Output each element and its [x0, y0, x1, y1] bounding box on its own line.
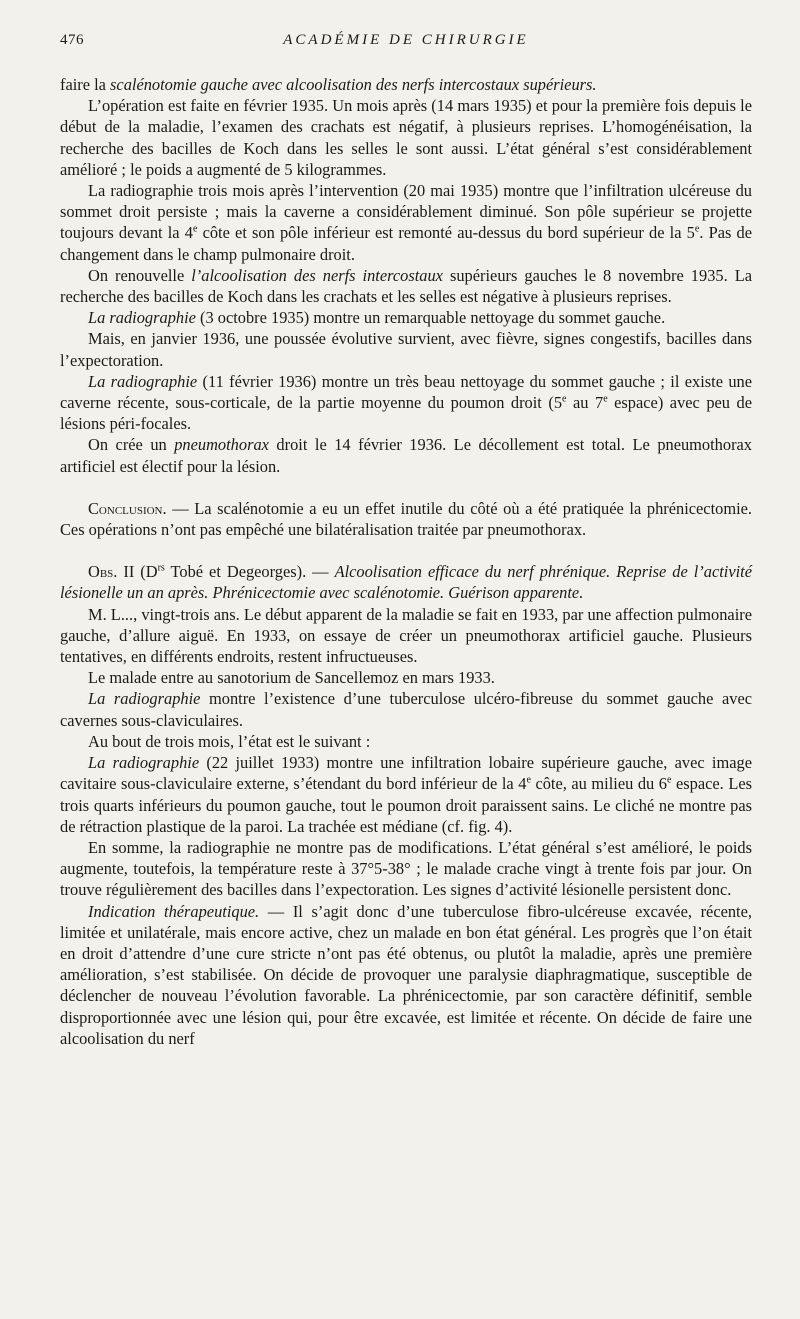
- text-run: espace. Les trois quarts inférieurs du poumon gauche, tout le poumon droit paraissent sains. Le cliché ne montre pas de rétraction plastique de la paroi. La trachée est médiane (cf. fig. 4).: [60, 774, 752, 836]
- article-body: [60, 74, 752, 1049]
- paragraph: [60, 604, 752, 668]
- text-run: Au bout de trois mois, l’état est le suivant :: [88, 731, 371, 751]
- paragraph: [60, 561, 752, 603]
- paragraph: [60, 837, 752, 901]
- text-run: droit le 14 février 1936. Le décollement est total. Le pneumothorax artificiel est électif pour la lésion.: [60, 435, 753, 476]
- paragraph-gap: [60, 540, 752, 561]
- italic-text: La radiographie: [88, 308, 196, 328]
- paragraph: [60, 667, 752, 688]
- italic-text: La radiographie: [88, 689, 201, 709]
- text-run: Mais, en janvier 1936, une poussée évolutive survient, avec fièvre, signes congestifs, bacilles dans l’expectoration.: [60, 329, 752, 370]
- paragraph: [60, 901, 752, 1049]
- italic-text: Alcoolisation efficace du nerf phrénique. Reprise de l’activité lésionelle un an après. Phrénicectomie avec scalénotomie. Guérison apparente.: [60, 562, 752, 603]
- superscript: e: [192, 223, 198, 235]
- text-run: supérieurs gauches le 8 novembre 1935. La recherche des bacilles de Koch dans les crachats et les selles est négative à plusieurs reprises.: [60, 265, 752, 307]
- paragraph: [60, 328, 752, 370]
- journal-title: ACADÉMIE DE CHIRURGIE: [283, 32, 529, 48]
- superscript: e: [562, 393, 567, 405]
- text-run: En somme, la radiographie ne montre pas de modifications. L’état général s’est amélioré, le poids augmente, toutefois, la température reste à 37°5-38° ; le malade crache vingt à trente fois par jour. On trouve régulièrement des bacilles dans l’expectoration. Les signes d’activité lésionelle persistent donc.: [60, 837, 752, 900]
- text-run: (3 octobre 1935) montre un remarquable nettoyage du sommet gauche.: [195, 308, 666, 328]
- text-run: — Il s’agit donc d’une tuberculose fibro-ulcéreuse excavée, récente, limitée et unilatérale, mais encore active, chez un malade en bon état général. Les progrès que l’on était en droit d’attendre d’une cure stricte n’ont pas été obtenus, ou plutôt la maladie, après une première amélioration, s’est stabilisée. On décide de provoquer une paralysie diaphragmatique, susceptible de déclencher de nouveau l’évolution favorable. La phrénicectomie, par son caractère définitif, semble disproportionnée avec une lésion qui, pour être excavée, est limitée et récente. On décide de faire une alcoolisation du nerf: [60, 901, 752, 1048]
- text-run: côte et son pôle inférieur est remonté au-dessus du bord supérieur de la 5: [197, 223, 695, 243]
- italic-text: pneumothorax: [174, 435, 269, 455]
- text-run: Tobé et Degeorges). —: [164, 562, 335, 582]
- superscript: e: [667, 774, 672, 786]
- running-head: [60, 32, 752, 58]
- paragraph: [60, 752, 752, 837]
- text-run: montre l’existence d’une tuberculose ulcéro-fibreuse du sommet gauche avec cavernes sous-claviculaires.: [60, 689, 752, 730]
- text-run: On renouvelle: [88, 265, 192, 285]
- text-run: Le malade entre au sanotorium de Sancellemoz en mars 1933.: [88, 668, 495, 688]
- smallcaps-heading: Conclusion.: [88, 498, 167, 518]
- paragraph: [60, 731, 752, 752]
- paragraph: [60, 307, 752, 328]
- italic-text: Indication thérapeutique.: [88, 901, 260, 921]
- text-run: espace) avec peu de lésions péri-focales.: [60, 393, 752, 434]
- superscript: e: [526, 774, 531, 786]
- text-run: (11 février 1936) montre un très beau nettoyage du sommet gauche ; il existe une caverne récente, sous-corticale, de la partie moyenne du poumon droit (5: [60, 371, 752, 413]
- paragraph: [60, 688, 752, 730]
- italic-text: La radiographie: [88, 753, 200, 773]
- text-run: L’opération est faite en février 1935. Un mois après (14 mars 1935) et pour la première fois depuis le début de la maladie, l’examen des crachats est négatif, à plusieurs reprises. L’homogénéisation, la recherche des bacilles de Koch dans les selles le sont aussi. L’état général s’est considérablement amélioré ; le poids a augmenté de 5 kilogrammes.: [60, 96, 752, 179]
- paragraph-gap: [60, 477, 752, 498]
- text-run: On crée un: [88, 435, 175, 455]
- superscript: e: [603, 393, 608, 405]
- superscript: e: [694, 223, 700, 235]
- text-run: au 7: [566, 393, 604, 413]
- text-run: La radiographie trois mois après l’intervention (20 mai 1935) montre que l’infiltration ulcéreuse du sommet droit persiste ; mais la caverne a considérablement diminué. Son pôle supérieur se projette toujours devant la 4: [60, 181, 752, 243]
- text-run: (22 juillet 1933) montre une infiltration lobaire supérieure gauche, avec image cavitaire sous-claviculaire externe, s’étendant du bord inférieur de la 4: [60, 753, 752, 794]
- italic-text: l’alcoolisation des nerfs intercostaux: [191, 265, 443, 285]
- paragraph: [60, 74, 752, 95]
- text-run: faire la: [60, 75, 111, 94]
- text-run: M. L..., vingt-trois ans. Le début apparent de la maladie se fait en 1933, par une affection pulmonaire gauche, d’allure aiguë. En 1933, on essaye de créer un pneumothorax artificiel gauche. Plusieurs tentatives, en différents endroits, restent infructueuses.: [60, 604, 752, 667]
- italic-text: scalénotomie gauche avec alcoolisation des nerfs intercostaux supérieurs.: [110, 75, 597, 94]
- paragraph: [60, 180, 752, 265]
- paragraph: [60, 434, 752, 476]
- smallcaps-heading: Obs. II: [88, 562, 135, 582]
- superscript: rs: [157, 562, 165, 574]
- text-run: — La scalénotomie a eu un effet inutile du côté où a été pratiquée la phrénicectomie. Ces opérations n’ont pas empêché une bilatéralisation traitée par pneumothorax.: [60, 498, 752, 540]
- italic-text: La radiographie: [88, 371, 198, 391]
- paragraph: [60, 95, 752, 180]
- text-run: côte, au milieu du 6: [530, 774, 667, 794]
- page-number: 476: [60, 32, 84, 48]
- text-run: . Pas de changement dans le champ pulmonaire droit.: [60, 223, 752, 264]
- paragraph: [60, 371, 752, 435]
- paragraph: [60, 498, 752, 540]
- text-run: (D: [134, 562, 158, 582]
- paragraph: [60, 265, 752, 307]
